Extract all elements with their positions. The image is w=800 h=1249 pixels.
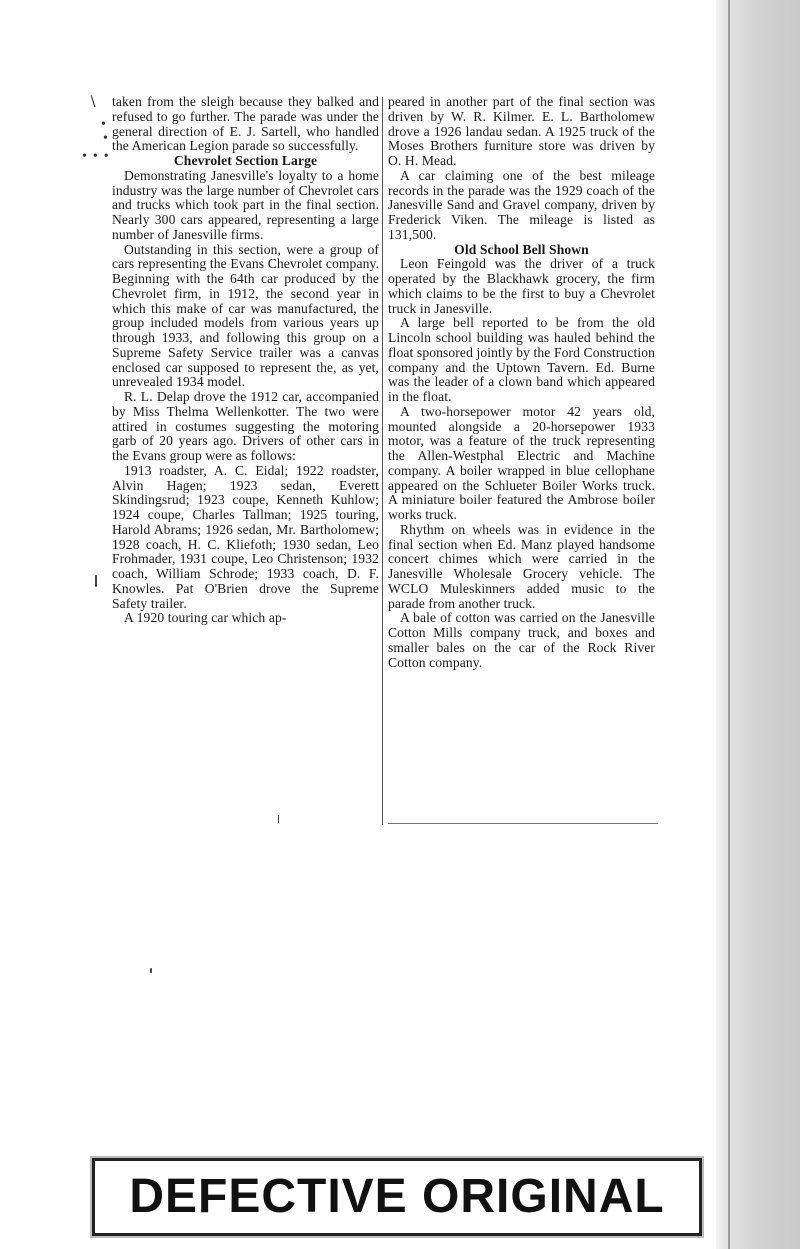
column-rule [382,97,383,825]
article-paragraph: Demonstrating Janesville's loyalty to a home industry was the large number of Chevrolet cars and trucks which took part in the final section. Nearly 300 cars appeared, representing a large number of Janesville firms. [112,167,379,242]
margin-speck [150,968,152,973]
banner-text: DEFECTIVE ORIGINAL [129,1170,665,1223]
article-column-right [388,95,655,670]
article-paragraph: taken from the sleigh because they balked and refused to go further. The parade was under the general direction of E. J. Sartell, who handled the American Legion parade so successfully. [112,94,379,154]
article-paragraph: Rhythm on wheels was in evidence in the final section when Ed. Manz played handsome concert chimes which were carried in the Janesville Wholesale Grocery vehicle. The WCLO Muleskinners added music to the parade from another truck. [388,521,655,611]
article-paragraph: A two-horsepower motor 42 years old, mounted alongside a 20-horsepower 1933 motor, was a feature of the truck representing the Allen-Westphal Electric and Machine company. A boiler wrapped in blue cellophane appeared on the Schlueter Boiler Works truck. A miniature boiler featured the Ambrose boiler works truck. [388,403,655,522]
article-paragraph: Outstanding in this section, were a group of cars representing the Evans Chevrolet company. Beginning with the 64th car produced by the Chevrolet firm, in 1912, the second year in which this make of car was manufactured, the group included models from various years up through 1933, and following this group on a Supreme Safety Service trailer was a canvas enclosed car supposed to represent the, as yet, unrevealed 1934 model. [112,241,379,390]
margin-speck [95,575,97,587]
article-paragraph: 1913 roadster, A. C. Eidal; 1922 roadster, Alvin Hagen; 1923 sedan, Everett Skindingsrud; 1923 coupe, Kenneth Kuhlow; 1924 coupe, Charles Tallman; 1925 touring, Harold Abrams; 1926 sedan, Mr. Bartholomew; 1928 coach, H. C. Kliefoth; 1930 sedan, Leo Frohmader, 1931 coupe, Leo Christenson; 1932 coach, William Schrode; 1933 coach, D. F. Knowles. Pat O'Brien drove the Supreme Safety trailer. [112,462,379,611]
margin-dot: • [103,131,108,146]
article-paragraph: A 1920 touring car which ap- [124,610,287,626]
article-paragraph: peared in another part of the final section was driven by W. R. Kilmer. E. L. Bartholomew drove a 1926 landau sedan. A 1925 truck of the Moses Brothers furniture store was driven by O. H. Mead. [388,94,655,168]
margin-tick: ∖ [88,95,97,110]
section-heading: Old School Bell Shown [454,241,589,257]
margin-dots: ••• [82,149,115,164]
article-paragraph: Leon Feingold was the driver of a truck operated by the Blackhawk grocery, the firm which claims to be the first to buy a Chevrolet truck in Janesville. [388,256,655,316]
column-bottom-rule [388,823,658,824]
article-paragraph: A large bell reported to be from the old Lincoln school building was hauled behind the float sponsored jointly by the Ford Construction company and the Uptown Tavern. Ed. Burne was the leader of a clown band which appeared in the float. [388,315,655,404]
defective-original-banner [92,1158,702,1236]
article-column-left [112,95,379,626]
newspaper-article [112,95,657,825]
margin-dot: • [101,117,106,132]
article-paragraph: R. L. Delap drove the 1912 car, accompanied by Miss Thelma Wellenkotter. The two were attired in costumes suggesting the motoring garb of 20 years ago. Drivers of other cars in the Evans group were as follows: [112,389,379,463]
section-heading: Chevrolet Section Large [173,153,318,168]
page-edge-line [728,0,730,1249]
article-paragraph: A car claiming one of the best mileage records in the parade was the 1929 coach of the Janesville Sand and Gravel company, driven by Frederick Viken. The mileage is listed as 131,500. [388,167,655,242]
article-paragraph: A bale of cotton was carried on the Janesville Cotton Mills company truck, and boxes and smaller bales on the car of the Rock River Cotton company. [388,610,655,670]
